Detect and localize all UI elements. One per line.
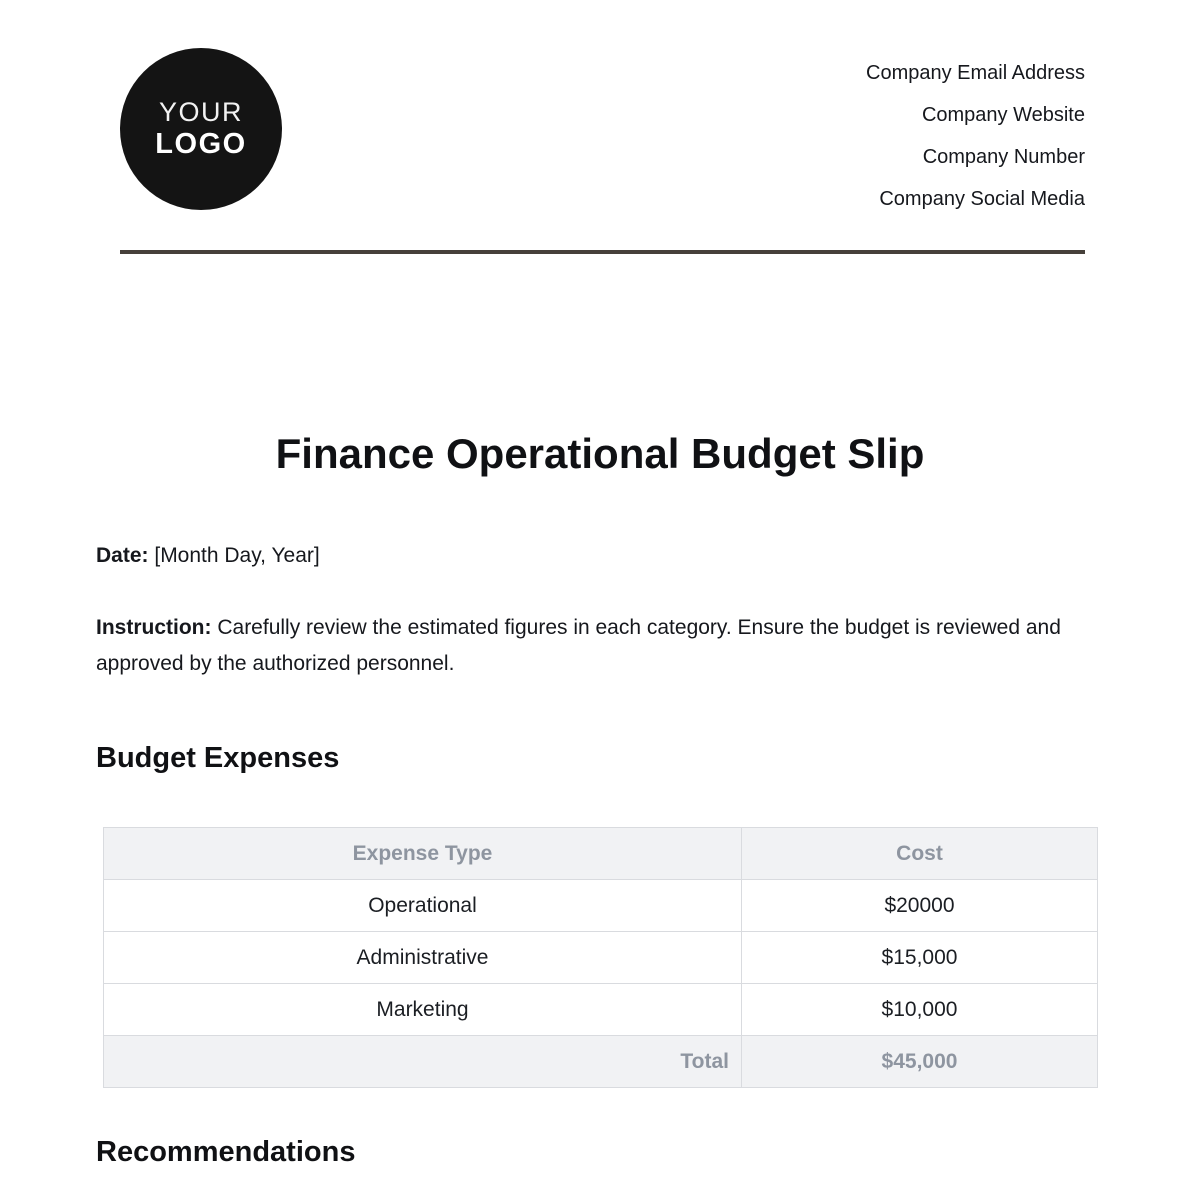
- instruction-paragraph: [96, 610, 1104, 682]
- recommendations-heading: Recommendations: [96, 1136, 356, 1168]
- cost-cell: $10,000: [742, 984, 1098, 1036]
- date-label: Date:: [96, 544, 149, 567]
- header-divider: [120, 250, 1085, 254]
- budget-expenses-heading: Budget Expenses: [96, 742, 340, 774]
- expense-type-cell: Administrative: [104, 932, 742, 984]
- company-email-line: Company Email Address: [866, 62, 1085, 84]
- instruction-text: Carefully review the estimated figures in each category. Ensure the budget is reviewed and approved by the authorized personnel.: [96, 616, 1061, 675]
- table-row: [104, 984, 1098, 1036]
- instruction-label: Instruction:: [96, 616, 212, 639]
- company-social-line: Company Social Media: [879, 188, 1085, 210]
- company-website-line: Company Website: [921, 104, 1085, 126]
- document-body: [0, 544, 1200, 1169]
- logo-text-logo: LOGO: [155, 127, 247, 160]
- date-line: [96, 544, 1104, 568]
- table-row: [104, 880, 1098, 932]
- expense-type-cell: Operational: [104, 880, 742, 932]
- company-number-line: Company Number: [922, 146, 1085, 168]
- document-header: [0, 0, 1200, 220]
- date-value: [Month Day, Year]: [154, 544, 320, 567]
- table-row: [104, 932, 1098, 984]
- table-header-row: [104, 828, 1098, 880]
- column-header-cost: Cost: [742, 828, 1098, 880]
- total-label-cell: Total: [104, 1036, 742, 1088]
- company-logo: [120, 48, 282, 210]
- budget-expenses-table: [103, 827, 1098, 1088]
- total-value-cell: $45,000: [742, 1036, 1098, 1088]
- document-title: Finance Operational Budget Slip: [275, 430, 925, 477]
- column-header-expense-type: Expense Type: [104, 828, 742, 880]
- cost-cell: $15,000: [742, 932, 1098, 984]
- table-total-row: [104, 1036, 1098, 1088]
- expense-type-cell: Marketing: [104, 984, 742, 1036]
- cost-cell: $20000: [742, 880, 1098, 932]
- company-contact-info: [866, 48, 1085, 220]
- logo-text-your: YOUR: [158, 96, 243, 127]
